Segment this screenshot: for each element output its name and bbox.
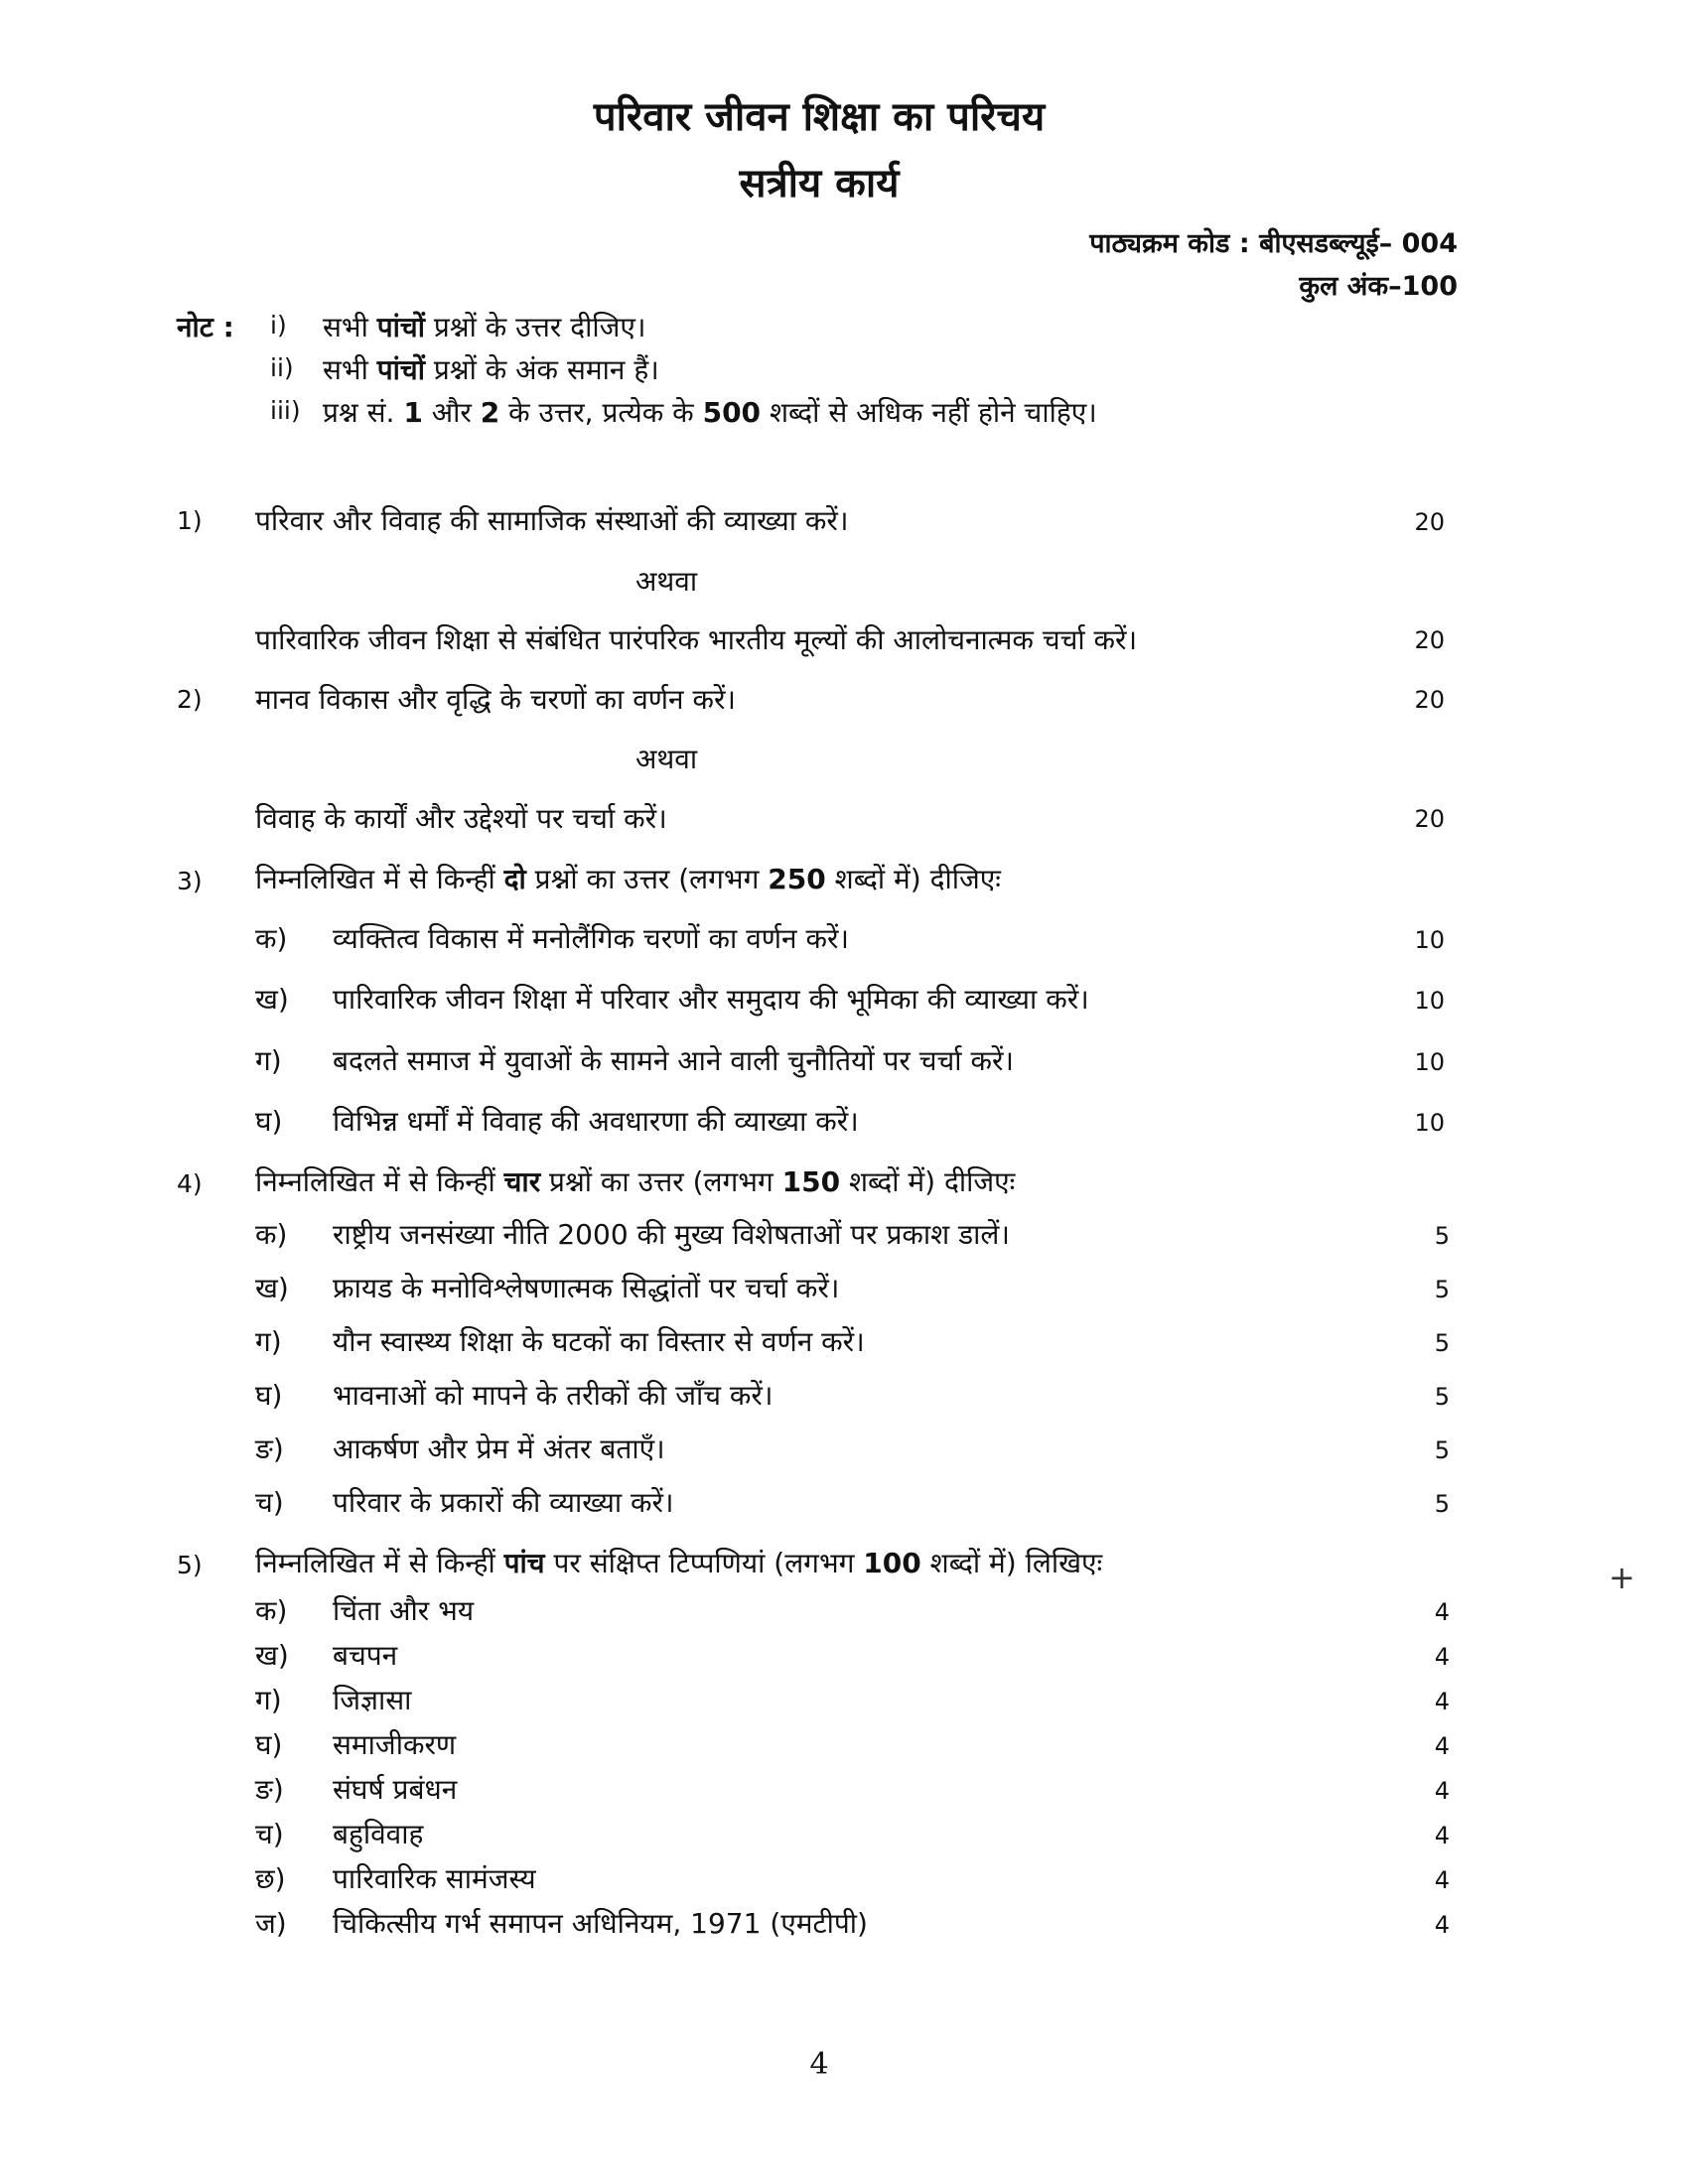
subquestion-label: च) [255, 1818, 284, 1850]
subquestion-text: चिंता और भय [333, 1594, 475, 1627]
subquestion-label: क) [255, 1218, 288, 1251]
subquestion-text: समाजीकरण [333, 1728, 457, 1761]
note-item-3: प्रश्न सं. 1 और 2 के उत्तर, प्रत्येक के 500 शब्दों से अधिक नहीं होने चाहिए। [323, 396, 1097, 429]
question-2-alt-text: विवाह के कार्यों और उद्देश्यों पर चर्चा करें। [255, 802, 667, 835]
question-1-alt-text: पारिवारिक जीवन शिक्षा से संबंधित पारंपरिक भारतीय मूल्यों की आलोचनात्मक चर्चा करें। [255, 623, 1138, 656]
subquestion-text: परिवार के प्रकारों की व्याख्या करें। [333, 1486, 674, 1519]
question-4-text: निम्नलिखित में से किन्हीं चार प्रश्नों का उत्तर (लगभग 150 शब्दों में) दीजिएः [255, 1165, 1016, 1198]
note-item-2: सभी पांचों प्रश्नों के अंक समान हैं। [323, 353, 659, 386]
subquestion-label: च) [255, 1486, 284, 1519]
subquestion-text: बदलते समाज में युवाओं के सामने आने वाली चुनौतियों पर चर्चा करें। [333, 1044, 1015, 1077]
subquestion-label: ग) [255, 1684, 282, 1716]
subquestion-text: जिज्ञासा [333, 1684, 412, 1716]
subquestion-marks: 4 [1434, 1866, 1450, 1894]
subquestion-marks: 5 [1434, 1222, 1450, 1250]
subquestion-marks: 10 [1414, 1109, 1445, 1137]
margin-plus-mark: + [1609, 1559, 1635, 1596]
subquestion-marks: 4 [1434, 1598, 1450, 1626]
question-number: 2) [177, 685, 203, 714]
total-marks: कुल अंक–100 [1299, 271, 1458, 302]
subquestion-label: घ) [255, 1379, 283, 1412]
question-2-text: मानव विकास और वृद्धि के चरणों का वर्णन करें। [255, 683, 737, 716]
subquestion-text: चिकित्सीय गर्भ समापन अधिनियम, 1971 (एमटीपी) [333, 1907, 868, 1940]
question-5-text: निम्नलिखित में से किन्हीं पांच पर संक्षिप्त टिप्पणियां (लगभग 100 शब्दों में) लिखिएः [255, 1547, 1103, 1579]
subquestion-text: आकर्षण और प्रेम में अंतर बताएँ। [333, 1433, 665, 1465]
subquestion-text: बहुविवाह [333, 1818, 424, 1850]
note-item-num: ii) [270, 353, 294, 382]
subquestion-label: घ) [255, 1728, 283, 1761]
subquestion-label: छ) [255, 1862, 286, 1895]
subquestion-label: ङ) [255, 1433, 284, 1465]
subquestion-label: ग) [255, 1325, 282, 1358]
subquestion-text: विभिन्न धर्मों में विवाह की अवधारणा की व्याख्या करें। [333, 1105, 859, 1138]
subquestion-text: व्यक्तित्व विकास में मनोलैंगिक चरणों का वर्णन करें। [333, 922, 850, 955]
subquestion-marks: 4 [1434, 1777, 1450, 1805]
note-item-num: i) [270, 311, 287, 340]
subquestion-label: ङ) [255, 1773, 284, 1806]
subquestion-marks: 5 [1434, 1436, 1450, 1464]
subquestion-marks: 4 [1434, 1643, 1450, 1671]
or-label: अथवा [635, 565, 698, 598]
subquestion-label: ख) [255, 1272, 289, 1304]
page-subtitle: सत्रीय कार्य [739, 161, 900, 206]
subquestion-label: क) [255, 1594, 288, 1627]
note-label: नोट : [177, 311, 234, 343]
question-2-alt-marks: 20 [1414, 805, 1445, 833]
subquestion-label: क) [255, 922, 288, 955]
subquestion-label: ख) [255, 983, 289, 1016]
subquestion-marks: 10 [1414, 1048, 1445, 1076]
subquestion-marks: 5 [1434, 1276, 1450, 1303]
note-item-1: सभी पांचों प्रश्नों के उत्तर दीजिए। [323, 311, 646, 343]
subquestion-text: फ्रायड के मनोविश्लेषणात्मक सिद्धांतों पर चर्चा करें। [333, 1272, 840, 1304]
subquestion-text: राष्ट्रीय जनसंख्या नीति 2000 की मुख्य विशेषताओं पर प्रकाश डालें। [333, 1218, 1010, 1251]
subquestion-text: बचपन [333, 1639, 398, 1672]
question-number: 3) [177, 867, 203, 895]
subquestion-marks: 5 [1434, 1383, 1450, 1411]
subquestion-marks: 4 [1434, 1911, 1450, 1939]
note-item-num: iii) [270, 396, 301, 425]
question-number: 5) [177, 1551, 203, 1579]
page-number: 4 [809, 2047, 829, 2082]
question-1-marks: 20 [1414, 508, 1445, 536]
subquestion-text: संघर्ष प्रबंधन [333, 1773, 458, 1806]
question-2-marks: 20 [1414, 686, 1445, 714]
subquestion-marks: 4 [1434, 1688, 1450, 1715]
subquestion-label: ख) [255, 1639, 289, 1672]
subquestion-marks: 4 [1434, 1732, 1450, 1760]
subquestion-label: घ) [255, 1105, 283, 1138]
subquestion-marks: 10 [1414, 987, 1445, 1015]
question-number: 1) [177, 506, 203, 535]
question-number: 4) [177, 1169, 203, 1198]
page-title: परिवार जीवन शिक्षा का परिचय [593, 94, 1046, 140]
subquestion-text: पारिवारिक जीवन शिक्षा में परिवार और समुदाय की भूमिका की व्याख्या करें। [333, 983, 1089, 1016]
question-3-text: निम्नलिखित में से किन्हीं दो प्रश्नों का उत्तर (लगभग 250 शब्दों में) दीजिएः [255, 863, 1001, 895]
or-label: अथवा [635, 743, 698, 775]
subquestion-text: यौन स्वास्थ्य शिक्षा के घटकों का विस्तार से वर्णन करें। [333, 1325, 865, 1358]
course-code: पाठ्यक्रम कोड : बीएसडब्ल्यूई– 004 [1089, 228, 1458, 259]
subquestion-marks: 10 [1414, 926, 1445, 954]
subquestion-label: ग) [255, 1044, 282, 1077]
question-1-text: परिवार और विवाह की सामाजिक संस्थाओं की व्याख्या करें। [255, 504, 849, 537]
subquestion-marks: 4 [1434, 1822, 1450, 1849]
subquestion-marks: 5 [1434, 1329, 1450, 1357]
subquestion-text: पारिवारिक सामंजस्य [333, 1862, 536, 1895]
subquestion-label: ज) [255, 1907, 287, 1940]
subquestion-text: भावनाओं को मापने के तरीकों की जाँच करें। [333, 1379, 774, 1412]
question-1-alt-marks: 20 [1414, 626, 1445, 654]
subquestion-marks: 5 [1434, 1490, 1450, 1518]
